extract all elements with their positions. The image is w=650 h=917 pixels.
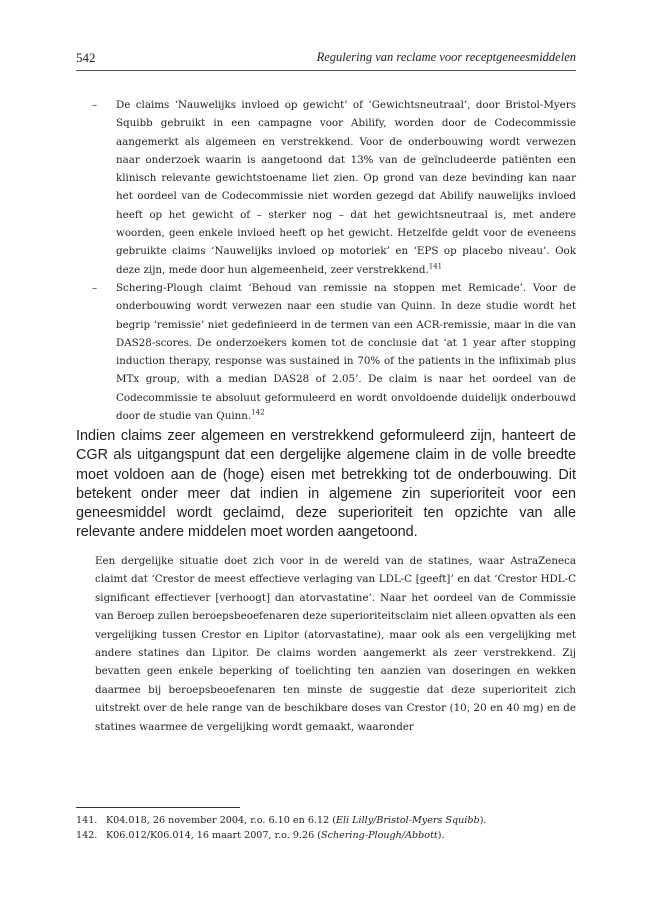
- footnote-ref[interactable]: 141: [428, 262, 443, 271]
- bullet-dash: –: [92, 99, 98, 111]
- footnote-divider: [76, 807, 240, 808]
- bullet-text: De claims ‘Nauwelijks invloed op gewicht’ of ‘Gewichtsneutraal’, door Bristol-Myers Squibb gebruikt in een campagne voor Abilify, worden door de Codecommissie aangemerkt als algemeen en verstrekkend. Voor de onderbouwing wordt verwezen naar onderzoek waarin is aangetoond dat 13% van de geïncludeerde patiënten een klinisch relevante gewichtstoename liet zien. Op grond van deze bevinding kan naar het oordeel van de Codecommissie niet worden gezegd dat Abilify nauwelijks invloed heeft op het gewicht of – sterker nog – dat het gewichtsneutraal is, met andere woorden, geen enkele invloed heeft op het gewicht. Hetzelfde geldt voor de eveneens gebruikte claims ‘Nauwelijks invloed op motoriek’ en ‘EPS op placebo niveau’. Ook deze zijn, mede door hun algemeenheid, zeer verstrekkend.: [116, 99, 576, 276]
- footnote-source: Eli Lilly/Bristol-Myers Squibb: [335, 815, 480, 826]
- bullet-dash: –: [92, 281, 98, 294]
- lead-paragraph: Indien claims zeer algemeen en verstrekkend geformuleerd zijn, hanteert de CGR als uitgangspunt dat een dergelijke algemene claim in de volle breedte moet voldoen aan de (hoge) eisen met betrekking tot de onderbouwing. Dit betekent onder meer dat indien in algemene zin superioriteit voor een geneesmiddel wordt geclaimd, deze superioriteit ten opzichte van alle relevante andere middelen moet worden aangetoond.: [76, 428, 576, 541]
- bullet-list: [76, 96, 576, 425]
- page-number: 542: [76, 50, 96, 65]
- footnotes: [76, 813, 576, 843]
- footnote-text: K06.012/K06.014, 16 maart 2007, r.o. 9.26 (Schering-Plough/Abbott).: [106, 830, 445, 841]
- footnote-text: K04.018, 26 november 2004, r.o. 6.10 en 6.12 (Eli Lilly/Bristol-Myers Squibb).: [106, 815, 487, 826]
- body-paragraph: Een dergelijke situatie doet zich voor in de wereld van de statines, waar AstraZeneca claimt dat ‘Crestor de meest effectieve verlaging van LDL-C [geeft]’ en dat ‘Crestor HDL-C significant effectiever [verhoogt] dan atorvastatine’. Naar het oordeel van de Commissie van Beroep zullen beroepsbeoefenaren deze superioriteitsclaim niet alleen opvatten als een vergelijking tussen Crestor en Lipitor (atorvastatine), maar ook als een vergelijking met andere statines dan Lipitor. De claims worden aangemerkt als zeer verstrekkend. Zij bevatten geen enkele beperking of toelichting ten aanzien van doseringen en wekken daarmee bij beroepsbeoefenaren ten minste de suggestie dat deze superioriteit zich uitstrekt over de hele range van de beschikbare doses van Crestor (10, 20 en 40 mg) en de statines waarmee de vergelijking wordt gemaakt, waaronder: [95, 555, 576, 733]
- footnote-source: Schering-Plough/Abbott: [321, 830, 438, 841]
- bullet-item: [76, 279, 576, 425]
- bullet-item: [76, 96, 576, 279]
- footnote-number: 142.: [76, 830, 98, 841]
- footnote-ref[interactable]: 142: [251, 408, 265, 417]
- bullet-text: Schering-Plough claimt ‘Behoud van remissie na stoppen met Remicade’. Voor de onderbouwing wordt verwezen naar een studie van Quinn. In deze studie wordt het begrip ‘remissie’ niet gedefinieerd in de termen van een ACR-remissie, maar in die van DAS28-scores. De onderzoekers komen tot de conclusie dat ‘at 1 year after stopping induction therapy, response was sustained in 70% of the patients in the infliximab plus MTx group, with a median DAS28 of 2.05’. De claim is naar het oordeel van de Codecommissie te absoluut geformuleerd en wordt onvoldoende duidelijk onderbouwd door de studie van Quinn.: [116, 281, 576, 423]
- footnote-number: 141.: [76, 815, 98, 826]
- footnote: [76, 813, 576, 828]
- running-header: [76, 50, 576, 71]
- footnote: [76, 828, 576, 843]
- running-title: Regulering van reclame voor receptgeneesmiddelen: [316, 50, 576, 64]
